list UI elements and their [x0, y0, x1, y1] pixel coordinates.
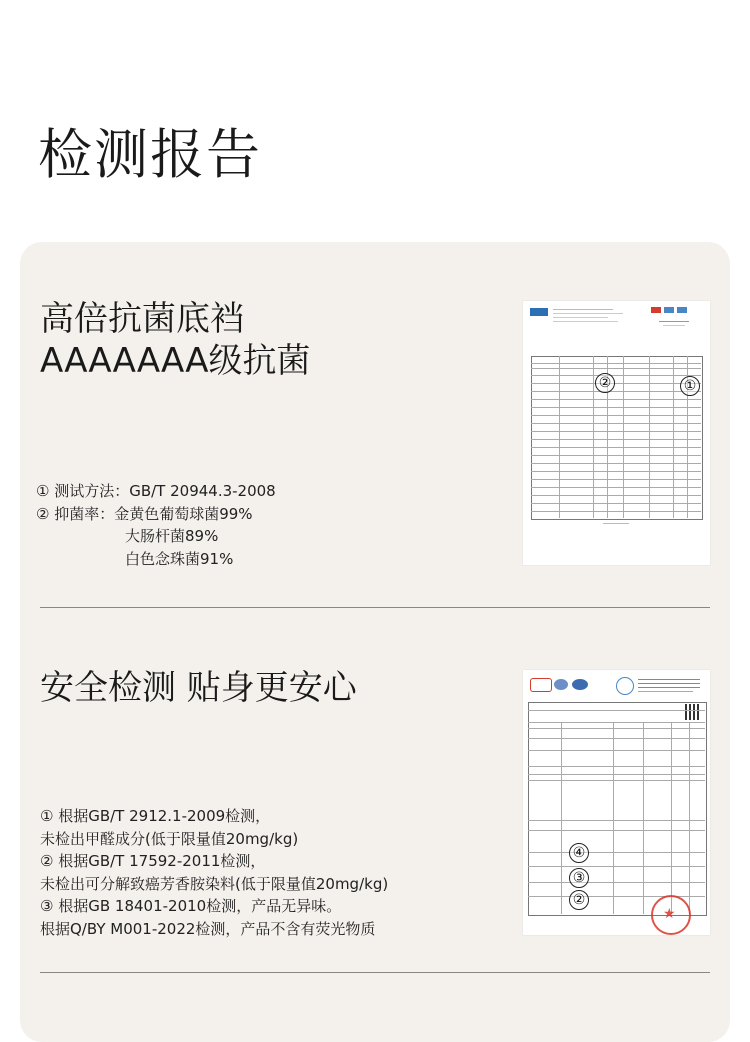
report-marker-2: ②	[569, 890, 589, 910]
ilac-logo-icon	[554, 679, 568, 690]
cma-logo-icon	[530, 678, 552, 692]
report-marker-3: ③	[569, 868, 589, 888]
report-marker-2: ②	[595, 373, 615, 393]
section1-title	[40, 298, 311, 382]
section2-line: ③ 根据GB 18401-2010检测，产品无异味。	[40, 897, 342, 915]
ilac-logo-icon	[664, 307, 674, 313]
cnas-logo-icon	[572, 679, 588, 690]
section2-line: 未检出可分解致癌芳香胺染料(低于限量值20mg/kg)	[40, 874, 389, 893]
section2-details	[40, 805, 388, 940]
page-title: 检测报告	[38, 123, 262, 186]
section1-details	[36, 480, 276, 570]
section1-title-line2: AAAAAAA级抗菌	[40, 341, 311, 381]
cnas-logo-icon	[677, 307, 687, 313]
section2-line: ② 根据GB/T 17592-2011检测，	[40, 852, 266, 870]
cma-logo-icon	[651, 307, 661, 313]
safety-report-image	[523, 670, 710, 935]
cal-logo-icon	[616, 677, 634, 695]
section1-line: ① 测试方法：GB/T 20944.3-2008	[36, 482, 276, 500]
section1-line: ② 抑菌率：金黄色葡萄球菌99%	[36, 504, 253, 523]
section2-line: ① 根据GB/T 2912.1-2009检测，	[40, 807, 271, 825]
report-marker-4: ④	[569, 843, 589, 863]
section-divider	[40, 972, 710, 973]
qr-code-icon	[685, 704, 701, 720]
section1-title-line1: 高倍抗菌底裆	[40, 299, 244, 339]
section1-line: 白色念珠菌91%	[125, 549, 234, 568]
antibacterial-report-image	[523, 301, 710, 565]
section2-title: 安全检测 贴身更安心	[40, 668, 357, 708]
section-divider	[40, 607, 710, 608]
section1-line: 大肠杆菌89%	[125, 527, 219, 545]
report-marker-1: ①	[680, 376, 700, 396]
section2-line: 根据Q/BY M001-2022检测，产品不含有荧光物质	[40, 919, 376, 938]
official-seal: ★	[651, 895, 691, 935]
lab-logo-icon	[530, 308, 548, 316]
section2-line: 未检出甲醛成分(低于限量值20mg/kg)	[40, 829, 299, 848]
